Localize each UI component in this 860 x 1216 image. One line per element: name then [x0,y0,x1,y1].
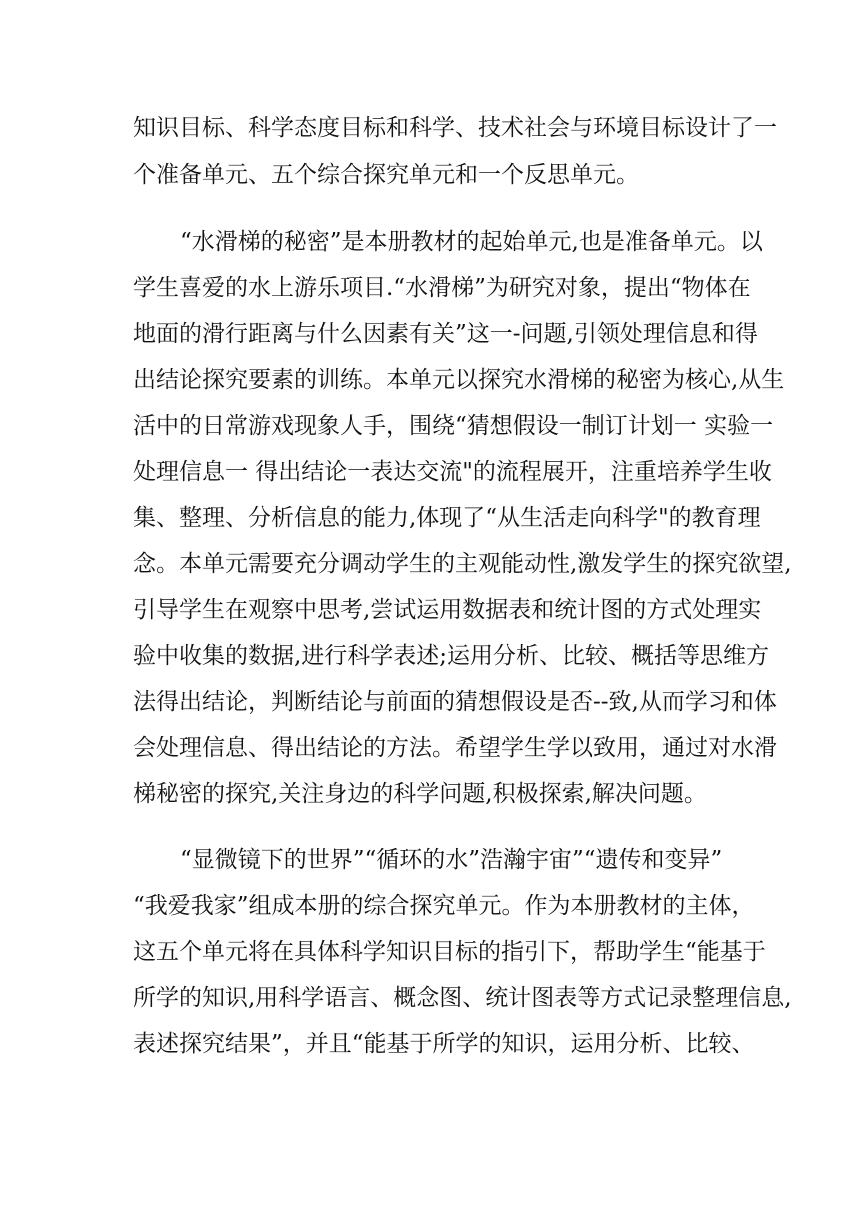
text-line: 梯秘密的探究,关注身边的科学问题,积极探索,解决问题。 [133,781,707,807]
text-line: 集、整理、分析信息的能力,体现了“从生活走向科学"的教育理 [133,505,761,531]
text-line: 学生喜爱的水上游乐项目.“水滑梯”为研究对象，提出“物体在 [133,275,751,301]
text-line: 法得出结论，判断结论与前面的猜想假设是否--致,从而学习和体 [133,689,777,715]
text-line: 表述探究结果”，并且“能基于所学的知识，运用分析、比较、 [133,1031,755,1057]
text-line: 这五个单元将在具体科学知识目标的指引下，帮助学生“能基于 [133,939,766,965]
text-line: 所学的知识,用科学语言、概念图、统计图表等方式记录整理信息, [133,985,792,1011]
text-line: 验中收集的数据,进行科学表述;运用分析、比较、概括等思维方 [133,643,770,669]
text-line: 处理信息一 得出结论一表达交流"的流程展开，注重培养学生收 [133,459,772,485]
text-line: 个准备单元、五个综合探究单元和一个反思单元。 [133,162,639,188]
text-line: 知识目标、科学态度目标和科学、技术社会与环境目标设计了一 [133,115,777,141]
text-line: “显微镜下的世界”“循环的水”浩瀚宇宙”“遗传和变异” [180,847,723,873]
text-line: 引导学生在观察中思考,尝试运用数据表和统计图的方式处理实 [133,597,762,623]
text-line: “我爱我家”组成本册的综合探究单元。作为本册教材的主体， [133,893,755,919]
text-line: “水滑梯的秘密”是本册教材的起始单元,也是准备单元。以 [180,229,763,255]
text-line: 地面的滑行距离与什么因素有关”这一-问题,引领处理信息和得 [133,321,758,347]
text-line: 念。本单元需要充分调动学生的主观能动性,激发学生的探究欲望, [133,551,792,577]
text-line: 活中的日常游戏现象人手，围绕“猜想假设一制订计划一 实验一 [133,413,774,439]
text-line: 会处理信息、得出结论的方法。希望学生学以致用，通过对水滑 [133,735,777,761]
text-line: 出结论探究要素的训练。本单元以探究水滑梯的秘密为核心,从生 [133,367,785,393]
